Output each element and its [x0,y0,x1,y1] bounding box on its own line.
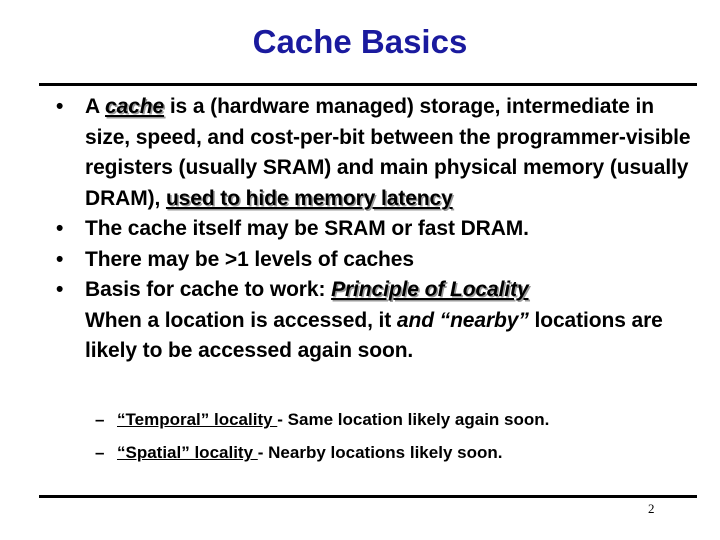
bullet-text-prefix: A [85,95,106,118]
locality-nearby: and “nearby” [396,308,529,332]
bullet-cache-levels [56,245,696,276]
spatial-locality-label: “Spatial” locality [117,443,258,462]
bullet-locality [56,275,696,367]
locality-text-prefix: When a location is accessed, it [85,308,397,332]
spatial-locality-text: - Nearby locations likely soon. [257,443,503,462]
top-divider [39,83,697,86]
dash-marker: – [95,410,105,429]
bullet-text-body: is a (hardware managed) storage, intermediate in size, speed, and cost-per-bit between the programmer-visible registers (usually SRAM) and main physical memory (usually DRAM), [85,95,691,210]
principle-of-locality: Principle of Locality [331,278,529,301]
term-cache: cache [105,95,165,118]
bullet-marker: • [56,217,64,240]
page-number: 2 [648,501,655,516]
bullet-marker: • [56,247,64,271]
dash-marker: – [95,443,105,462]
slide-title: Cache Basics [252,23,468,60]
locality-text-suffix: locations are likely to be accessed again soon. [85,308,663,362]
bullet-text: There may be >1 levels of caches [85,247,414,271]
bullet-cache-definition [56,92,696,214]
bullet-cache-type [56,214,696,245]
bullet-text-prefix: Basis for cache to work: [85,278,332,301]
sub-bullet-spatial [95,436,695,469]
sub-bullet-list [95,403,695,469]
bullet-text: The cache itself may be SRAM or fast DRAM. [85,217,529,240]
bottom-divider [39,495,697,498]
bullet-marker: • [56,95,64,118]
bullet-marker: • [56,278,64,301]
temporal-locality-label: “Temporal” locality [117,410,278,429]
temporal-locality-text: - Same location likely again soon. [277,410,550,429]
sub-bullet-temporal [95,403,695,436]
bullet-list [56,92,696,367]
emphasis-hide-latency: used to hide memory latency [165,186,453,210]
